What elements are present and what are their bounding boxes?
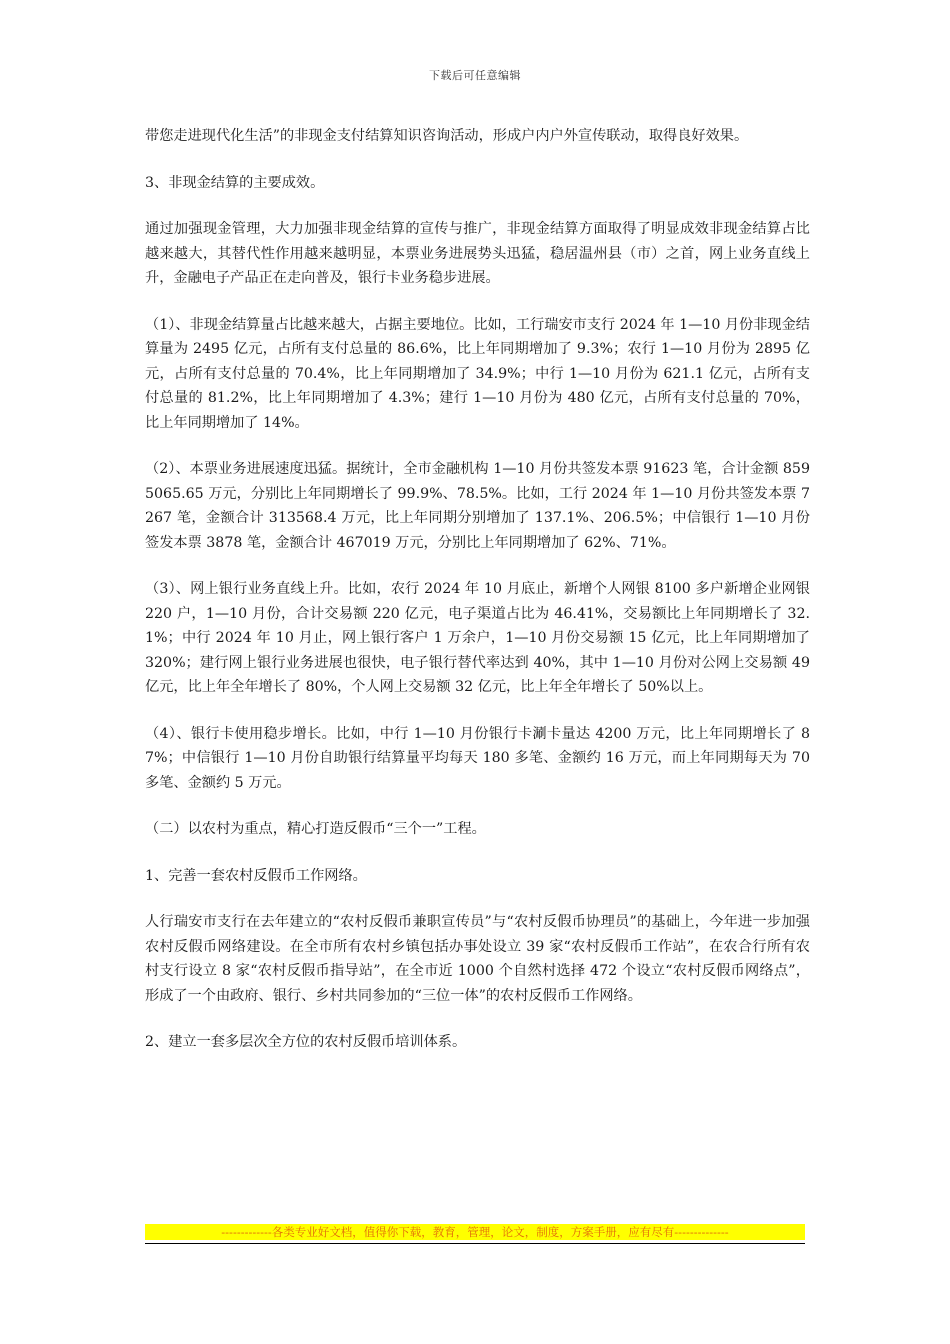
footer-divider bbox=[145, 1243, 805, 1244]
document-body bbox=[145, 124, 810, 1077]
page-header: 下载后可任意编辑 bbox=[429, 69, 521, 82]
paragraph-item-3: （3）、网上银行业务直线上升。比如，农行 2024 年 10 月底止，新增个人网银 8100 多户新增企业网银 220 户，1—10 月份，合计交易额 220 亿元，电子渠道占比为 46.41%，交易额比上年同期增长了 32.1%；中行 2024 年 10 月止，网上银行客户 1 万余户，1—10 月份交易额 15 亿元，比上年同期增加了 320%；建行网上银行业务进展也很快，电子银行替代率达到 40%，其中 1—10 月份对公网上交易额 49 亿元，比上年全年增长了 80%，个人网上交易额 32 亿元，比上年全年增长了 50%以上。 bbox=[145, 581, 810, 695]
paragraph-network: 人行瑞安市支行在去年建立的“农村反假币兼职宣传员”与“农村反假币协理员”的基础上，今年进一步加强农村反假币网络建设。在全市所有农村乡镇包括办事处设立 39 家“农村反假币工作站”，在农合行所有农村支行设立 8 家“农村反假币指导站”，在全市近 1000 个自然村选择 472 个设立“农村反假币网络点”，形成了一个由政府、银行、乡村共同参加的“三位一体”的农村反假币工作网络。 bbox=[145, 914, 810, 1004]
page-footer-banner: -------------各类专业好文档，值得你下载，教育，管理，论文，制度，方案手册，应有尽有-------------- bbox=[145, 1224, 805, 1240]
paragraph-item-2: （2）、本票业务进展速度迅猛。据统计，全市金融机构 1—10 月份共签发本票 91623 笔，合计金额 8595065.65 万元，分别比上年同期增长了 99.9%、78.5%。比如，工行 2024 年 1—10 月份共签发本票 7267 笔，金额合计 313568.4 万元，比上年同期分别增加了 137.1%、206.5%；中信银行 1—10 月份签发本票 3878 笔，金额合计 467019 万元，分别比上年同期增加了 62%、71%。 bbox=[145, 461, 810, 551]
section-heading-part-2: （二）以农村为重点，精心打造反假币“三个一”工程。 bbox=[145, 821, 486, 837]
paragraph-summary: 通过加强现金管理，大力加强非现金结算的宣传与推广，非现金结算方面取得了明显成效非现金结算占比越来越大，其替代性作用越来越明显，本票业务进展势头迅猛，稳居温州县（市）之首，网上业务直线上升，金融电子产品正在走向普及，银行卡业务稳步进展。 bbox=[145, 221, 810, 286]
section-heading-3: 3、非现金结算的主要成效。 bbox=[145, 174, 325, 191]
paragraph-item-1: （1）、非现金结算量占比越来越大，占据主要地位。比如，工行瑞安市支行 2024 年 1—10 月份非现金结算量为 2495 亿元，占所有支付总量的 86.6%，比上年同期增加了 9.3%；农行 1—10 月份为 2895 亿元，占所有支付总量的 70.4%，比上年同期增加了 34.9%；中行 1—10 月份为 621.1 亿元，占所有支付总量的 81.2%，比上年同期增加了 4.3%；建行 1—10 月份为 480 亿元，占所有支付总量的 70%，比上年同期增加了 14%。 bbox=[145, 316, 810, 431]
paragraph-intro-continuation: 带您走进现代化生活”的非现金支付结算知识咨询活动，形成户内户外宣传联动，取得良好效果。 bbox=[145, 128, 749, 144]
subheading-2: 2、建立一套多层次全方位的农村反假币培训体系。 bbox=[145, 1034, 467, 1050]
paragraph-item-4: （4）、银行卡使用稳步增长。比如，中行 1—10 月份银行卡涮卡量达 4200 万元，比上年同期增长了 87%；中信银行 1—10 月份自助银行结算量平均每天 180 多笔、金额约 16 万元，而上年同期每天为 70 多笔、金额约 5 万元。 bbox=[145, 725, 810, 791]
subheading-1: 1、完善一套农村反假币工作网络。 bbox=[145, 867, 367, 884]
